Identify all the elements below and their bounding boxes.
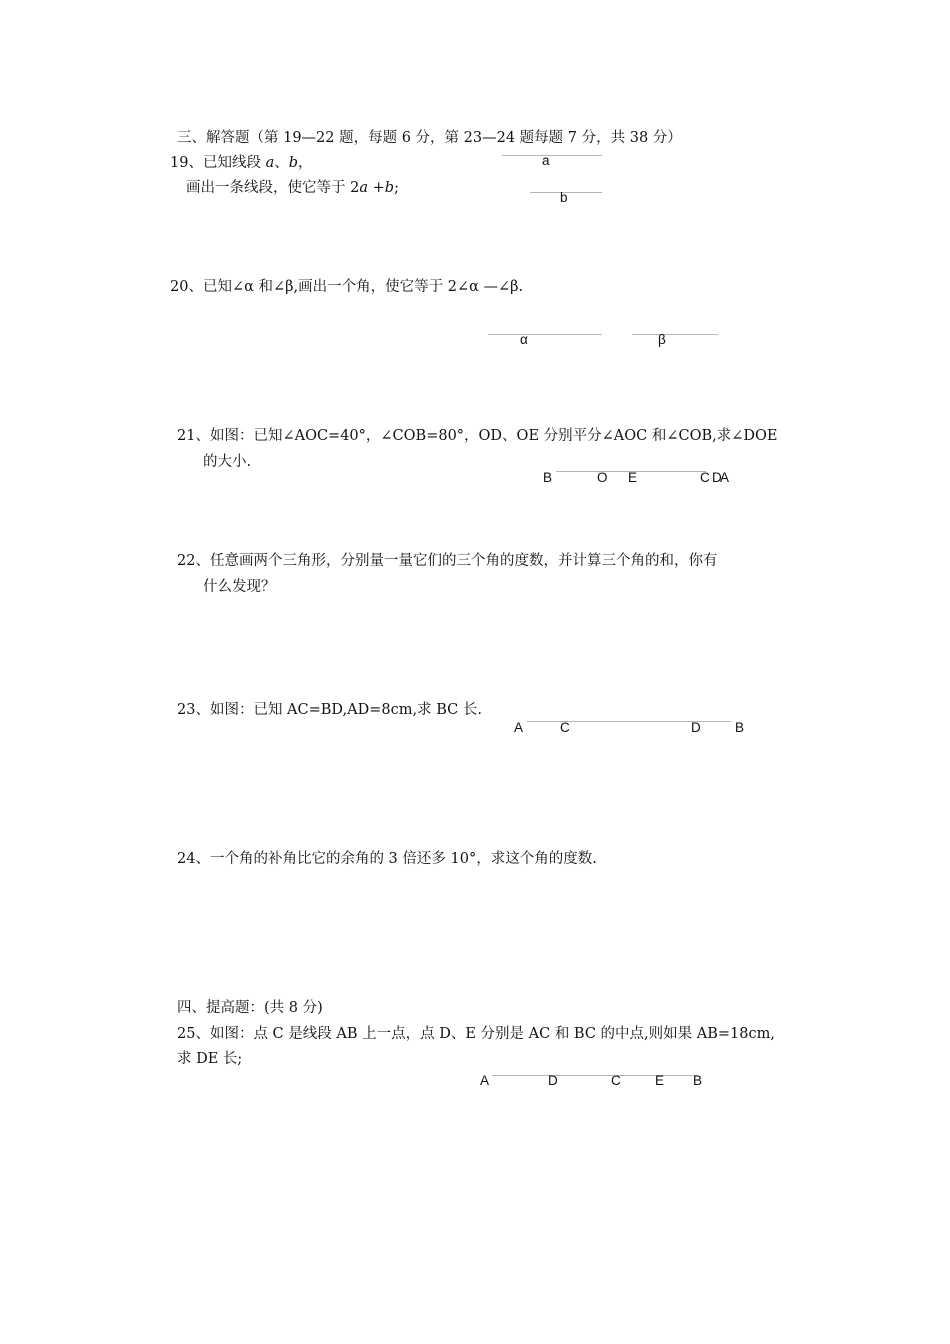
q21-point-a: A <box>720 470 730 485</box>
q25-point-e: E <box>655 1073 665 1088</box>
q25-point-d: D <box>548 1073 558 1088</box>
angle-beta-line <box>632 334 718 335</box>
q21-point-e: E <box>628 470 638 485</box>
q21-point-o: O <box>597 470 608 485</box>
q21-point-b: B <box>543 470 553 485</box>
q25-point-a: A <box>480 1073 490 1088</box>
question-25-line1: 25、如图：点 C 是线段 AB 上一点，点 D、E 分别是 AC 和 BC 的中点,则如果 AB=18cm, <box>177 1026 775 1042</box>
question-21-line2: 的大小. <box>203 454 252 470</box>
q25-point-b: B <box>693 1073 703 1088</box>
q25-point-c: C <box>611 1073 621 1088</box>
section-3-heading: 三、解答题（第 19—22 题，每题 6 分，第 23—24 题每题 7 分，共 38 分） <box>177 130 682 146</box>
section-4-heading: 四、提高题：(共 8 分) <box>177 1000 323 1016</box>
angle-beta-label: β <box>658 332 666 347</box>
q23-point-b: B <box>735 720 745 735</box>
q23-point-c: C <box>560 720 570 735</box>
q21-point-d: D <box>712 470 722 485</box>
segment-b-label: b <box>560 190 568 205</box>
q21-point-c: C <box>700 470 710 485</box>
q23-point-d: D <box>691 720 701 735</box>
angle-alpha-label: α <box>520 332 528 347</box>
question-22-line2: 什么发现？ <box>203 579 276 595</box>
question-25-line2: 求 DE 长; <box>177 1051 243 1067</box>
question-23: 23、如图：已知 AC=BD,AD=8cm,求 BC 长. <box>177 702 482 718</box>
segment-a-label: a <box>542 153 550 168</box>
q23-point-a: A <box>514 720 524 735</box>
question-19-line2: 画出一条线段，使它等于 2a +b; <box>186 180 399 196</box>
question-22-line1: 22、任意画两个三角形，分别量一量它们的三个角的度数，并计算三个角的和，你有 <box>177 553 718 569</box>
question-19-line1: 19、已知线段 a、b， <box>170 155 313 171</box>
question-20: 20、已知∠α 和∠β,画出一个角，使它等于 2∠α —∠β. <box>170 279 524 295</box>
angle-alpha-line <box>488 334 602 335</box>
question-24: 24、一个角的补角比它的余角的 3 倍还多 10°，求这个角的度数. <box>177 851 597 867</box>
question-21-line1: 21、如图：已知∠AOC=40°，∠COB=80°，OD、OE 分别平分∠AOC 和∠COB,求∠DOE <box>177 428 778 444</box>
segment-a-line <box>502 155 602 156</box>
q25-line <box>492 1075 697 1076</box>
